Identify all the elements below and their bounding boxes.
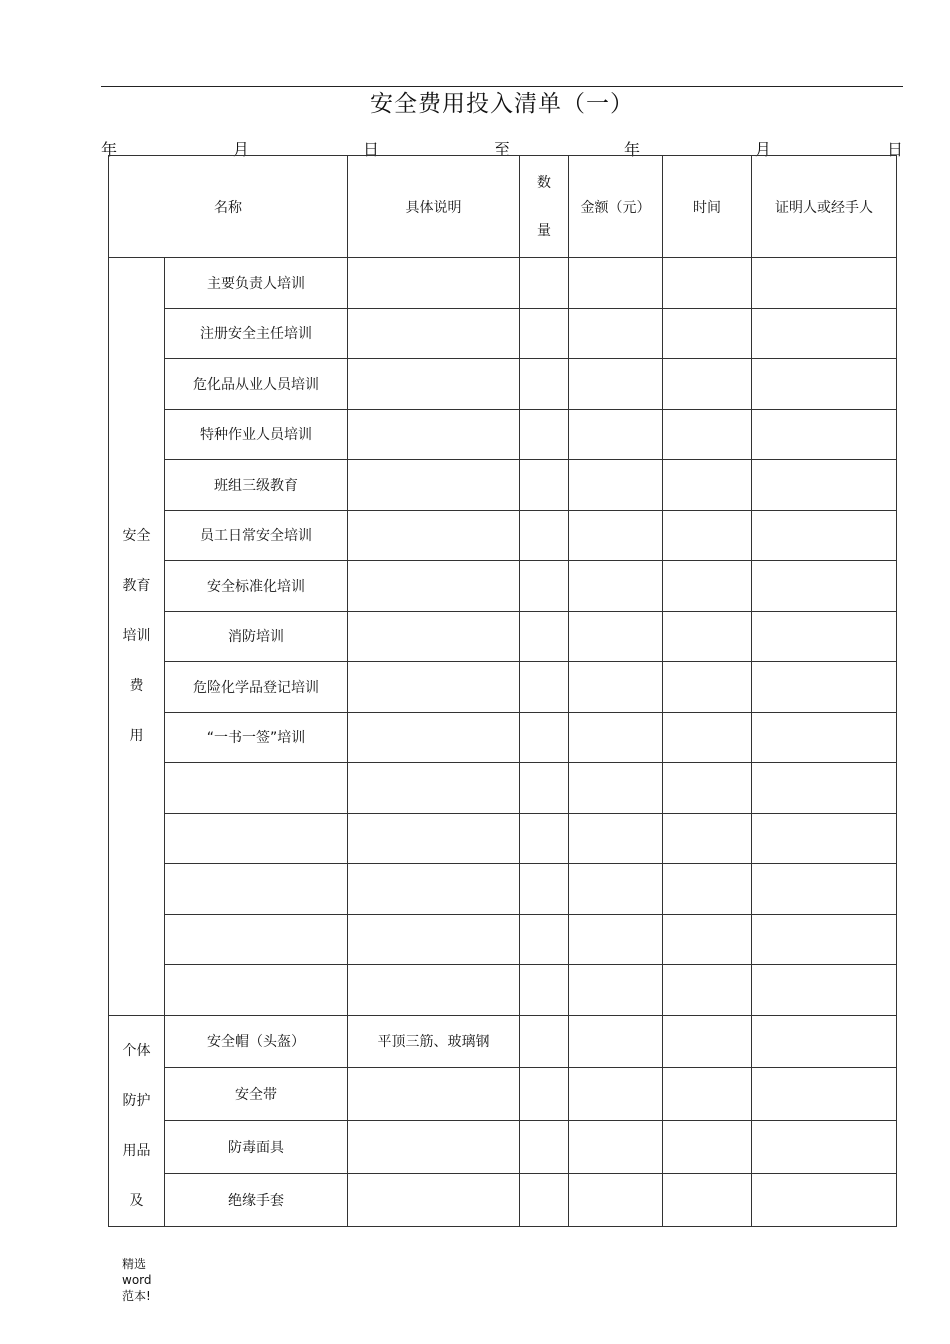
item-quantity-cell bbox=[520, 1173, 569, 1226]
item-quantity-cell bbox=[520, 813, 569, 864]
item-quantity-cell bbox=[520, 460, 569, 511]
item-witness-cell bbox=[752, 965, 897, 1016]
item-time-cell bbox=[663, 258, 752, 309]
item-quantity-cell bbox=[520, 308, 569, 359]
table-row bbox=[109, 611, 897, 662]
header-name: 名称 bbox=[109, 156, 348, 258]
category-line: 及 bbox=[129, 1192, 144, 1209]
item-description-cell bbox=[348, 662, 520, 713]
table-row bbox=[109, 662, 897, 713]
header-witness: 证明人或经手人 bbox=[752, 156, 897, 258]
item-quantity-cell bbox=[520, 258, 569, 309]
item-witness-cell bbox=[752, 712, 897, 763]
item-name-cell bbox=[165, 864, 348, 915]
header-quantity-line2: 量 bbox=[537, 222, 551, 239]
item-amount-cell bbox=[569, 662, 663, 713]
item-witness-cell bbox=[752, 1173, 897, 1226]
item-time-cell bbox=[663, 864, 752, 915]
item-quantity-cell bbox=[520, 611, 569, 662]
expense-table bbox=[108, 155, 897, 1227]
item-name-cell bbox=[165, 965, 348, 1016]
item-quantity-cell bbox=[520, 914, 569, 965]
item-time-cell bbox=[663, 1121, 752, 1174]
table-row bbox=[109, 763, 897, 814]
category-line: 个体 bbox=[122, 1042, 151, 1059]
item-quantity-cell bbox=[520, 561, 569, 612]
item-witness-cell bbox=[752, 308, 897, 359]
footer-note bbox=[122, 1256, 152, 1304]
document-title: 安全费用投入清单（一） bbox=[370, 91, 634, 117]
table-row bbox=[109, 409, 897, 460]
item-witness-cell bbox=[752, 662, 897, 713]
item-description-cell bbox=[348, 460, 520, 511]
category-line: 教育 bbox=[122, 578, 151, 595]
category-line: 用 bbox=[129, 728, 144, 745]
item-time-cell bbox=[663, 763, 752, 814]
item-amount-cell bbox=[569, 1015, 663, 1068]
header-row bbox=[109, 156, 897, 258]
date-range-line bbox=[101, 137, 903, 157]
item-description-cell bbox=[348, 409, 520, 460]
item-name-cell: “一书一签”培训 bbox=[165, 712, 348, 763]
item-time-cell bbox=[663, 1015, 752, 1068]
date-month-end: 月 bbox=[755, 140, 772, 159]
item-name-cell: 危化品从业人员培训 bbox=[165, 359, 348, 410]
item-name-cell bbox=[165, 914, 348, 965]
date-year-start: 年 bbox=[101, 140, 118, 159]
item-time-cell bbox=[663, 813, 752, 864]
item-time-cell bbox=[663, 510, 752, 561]
item-witness-cell bbox=[752, 864, 897, 915]
item-witness-cell bbox=[752, 460, 897, 511]
item-amount-cell bbox=[569, 965, 663, 1016]
footer-line-2: word bbox=[122, 1273, 152, 1287]
date-day-end: 日 bbox=[887, 140, 904, 159]
item-description-cell bbox=[348, 308, 520, 359]
table-row bbox=[109, 965, 897, 1016]
item-amount-cell bbox=[569, 409, 663, 460]
item-amount-cell bbox=[569, 712, 663, 763]
header-quantity-line1: 数 bbox=[537, 174, 551, 191]
item-witness-cell bbox=[752, 1068, 897, 1121]
item-name-cell: 安全帽（头盔） bbox=[165, 1015, 348, 1068]
item-description-cell bbox=[348, 1068, 520, 1121]
item-name-cell: 主要负责人培训 bbox=[165, 258, 348, 309]
item-name-cell: 安全标准化培训 bbox=[165, 561, 348, 612]
item-time-cell bbox=[663, 611, 752, 662]
table-row bbox=[109, 561, 897, 612]
item-time-cell bbox=[663, 965, 752, 1016]
item-amount-cell bbox=[569, 561, 663, 612]
date-to: 至 bbox=[494, 140, 511, 159]
item-description-cell bbox=[348, 510, 520, 561]
item-name-cell: 特种作业人员培训 bbox=[165, 409, 348, 460]
item-amount-cell bbox=[569, 914, 663, 965]
item-quantity-cell bbox=[520, 409, 569, 460]
item-amount-cell bbox=[569, 611, 663, 662]
item-time-cell bbox=[663, 409, 752, 460]
item-amount-cell bbox=[569, 460, 663, 511]
table-row bbox=[109, 1173, 897, 1226]
item-quantity-cell bbox=[520, 1015, 569, 1068]
table-row bbox=[109, 359, 897, 410]
item-name-cell: 安全带 bbox=[165, 1068, 348, 1121]
table-row bbox=[109, 258, 897, 309]
item-time-cell bbox=[663, 460, 752, 511]
item-witness-cell bbox=[752, 611, 897, 662]
category-line: 安全 bbox=[122, 528, 151, 545]
table-row bbox=[109, 510, 897, 561]
table-row bbox=[109, 460, 897, 511]
category-cell bbox=[109, 1015, 165, 1226]
item-witness-cell bbox=[752, 1015, 897, 1068]
item-description-cell bbox=[348, 1173, 520, 1226]
item-description-cell: 平顶三筋、玻璃钢 bbox=[348, 1015, 520, 1068]
header-amount: 金额（元） bbox=[569, 156, 663, 258]
header-description: 具体说明 bbox=[348, 156, 520, 258]
item-description-cell bbox=[348, 965, 520, 1016]
header-time: 时间 bbox=[663, 156, 752, 258]
item-time-cell bbox=[663, 662, 752, 713]
item-description-cell bbox=[348, 1121, 520, 1174]
item-witness-cell bbox=[752, 510, 897, 561]
item-quantity-cell bbox=[520, 712, 569, 763]
item-name-cell: 班组三级教育 bbox=[165, 460, 348, 511]
top-rule bbox=[101, 86, 903, 87]
item-name-cell bbox=[165, 763, 348, 814]
item-quantity-cell bbox=[520, 864, 569, 915]
item-description-cell bbox=[348, 763, 520, 814]
item-quantity-cell bbox=[520, 1121, 569, 1174]
item-quantity-cell bbox=[520, 1068, 569, 1121]
item-witness-cell bbox=[752, 813, 897, 864]
item-description-cell bbox=[348, 813, 520, 864]
item-quantity-cell bbox=[520, 965, 569, 1016]
table-row bbox=[109, 1015, 897, 1068]
item-quantity-cell bbox=[520, 662, 569, 713]
item-amount-cell bbox=[569, 359, 663, 410]
table-row bbox=[109, 1121, 897, 1174]
item-amount-cell bbox=[569, 813, 663, 864]
item-name-cell bbox=[165, 813, 348, 864]
item-description-cell bbox=[348, 712, 520, 763]
item-time-cell bbox=[663, 914, 752, 965]
item-amount-cell bbox=[569, 1121, 663, 1174]
item-description-cell bbox=[348, 864, 520, 915]
category-line: 费 bbox=[129, 678, 144, 695]
header-quantity bbox=[520, 156, 569, 258]
table-row bbox=[109, 864, 897, 915]
date-year-end: 年 bbox=[624, 140, 641, 159]
item-quantity-cell bbox=[520, 763, 569, 814]
category-cell bbox=[109, 258, 165, 1016]
item-witness-cell bbox=[752, 914, 897, 965]
item-name-cell: 注册安全主任培训 bbox=[165, 308, 348, 359]
item-time-cell bbox=[663, 1173, 752, 1226]
item-witness-cell bbox=[752, 258, 897, 309]
item-amount-cell bbox=[569, 1173, 663, 1226]
item-amount-cell bbox=[569, 510, 663, 561]
table-row bbox=[109, 712, 897, 763]
item-witness-cell bbox=[752, 409, 897, 460]
item-time-cell bbox=[663, 359, 752, 410]
date-day-start: 日 bbox=[363, 140, 380, 159]
footer-line-1: 精选 bbox=[122, 1257, 147, 1271]
category-line: 培训 bbox=[122, 628, 151, 645]
item-witness-cell bbox=[752, 561, 897, 612]
category-line: 用品 bbox=[122, 1142, 151, 1159]
table-row bbox=[109, 813, 897, 864]
item-time-cell bbox=[663, 712, 752, 763]
item-quantity-cell bbox=[520, 359, 569, 410]
footer-line-3: 范本! bbox=[122, 1289, 151, 1303]
item-description-cell bbox=[348, 359, 520, 410]
item-name-cell: 消防培训 bbox=[165, 611, 348, 662]
item-quantity-cell bbox=[520, 510, 569, 561]
table-row bbox=[109, 1068, 897, 1121]
item-witness-cell bbox=[752, 359, 897, 410]
item-amount-cell bbox=[569, 864, 663, 915]
item-time-cell bbox=[663, 308, 752, 359]
item-description-cell bbox=[348, 561, 520, 612]
item-name-cell: 危险化学品登记培训 bbox=[165, 662, 348, 713]
item-description-cell bbox=[348, 611, 520, 662]
item-amount-cell bbox=[569, 308, 663, 359]
item-name-cell: 防毒面具 bbox=[165, 1121, 348, 1174]
item-time-cell bbox=[663, 561, 752, 612]
item-witness-cell bbox=[752, 763, 897, 814]
item-amount-cell bbox=[569, 258, 663, 309]
item-amount-cell bbox=[569, 763, 663, 814]
table-row bbox=[109, 308, 897, 359]
table-row bbox=[109, 914, 897, 965]
item-name-cell: 绝缘手套 bbox=[165, 1173, 348, 1226]
item-time-cell bbox=[663, 1068, 752, 1121]
item-amount-cell bbox=[569, 1068, 663, 1121]
item-name-cell: 员工日常安全培训 bbox=[165, 510, 348, 561]
date-month-start: 月 bbox=[233, 140, 250, 159]
item-description-cell bbox=[348, 258, 520, 309]
item-witness-cell bbox=[752, 1121, 897, 1174]
category-line: 防护 bbox=[122, 1092, 151, 1109]
item-description-cell bbox=[348, 914, 520, 965]
